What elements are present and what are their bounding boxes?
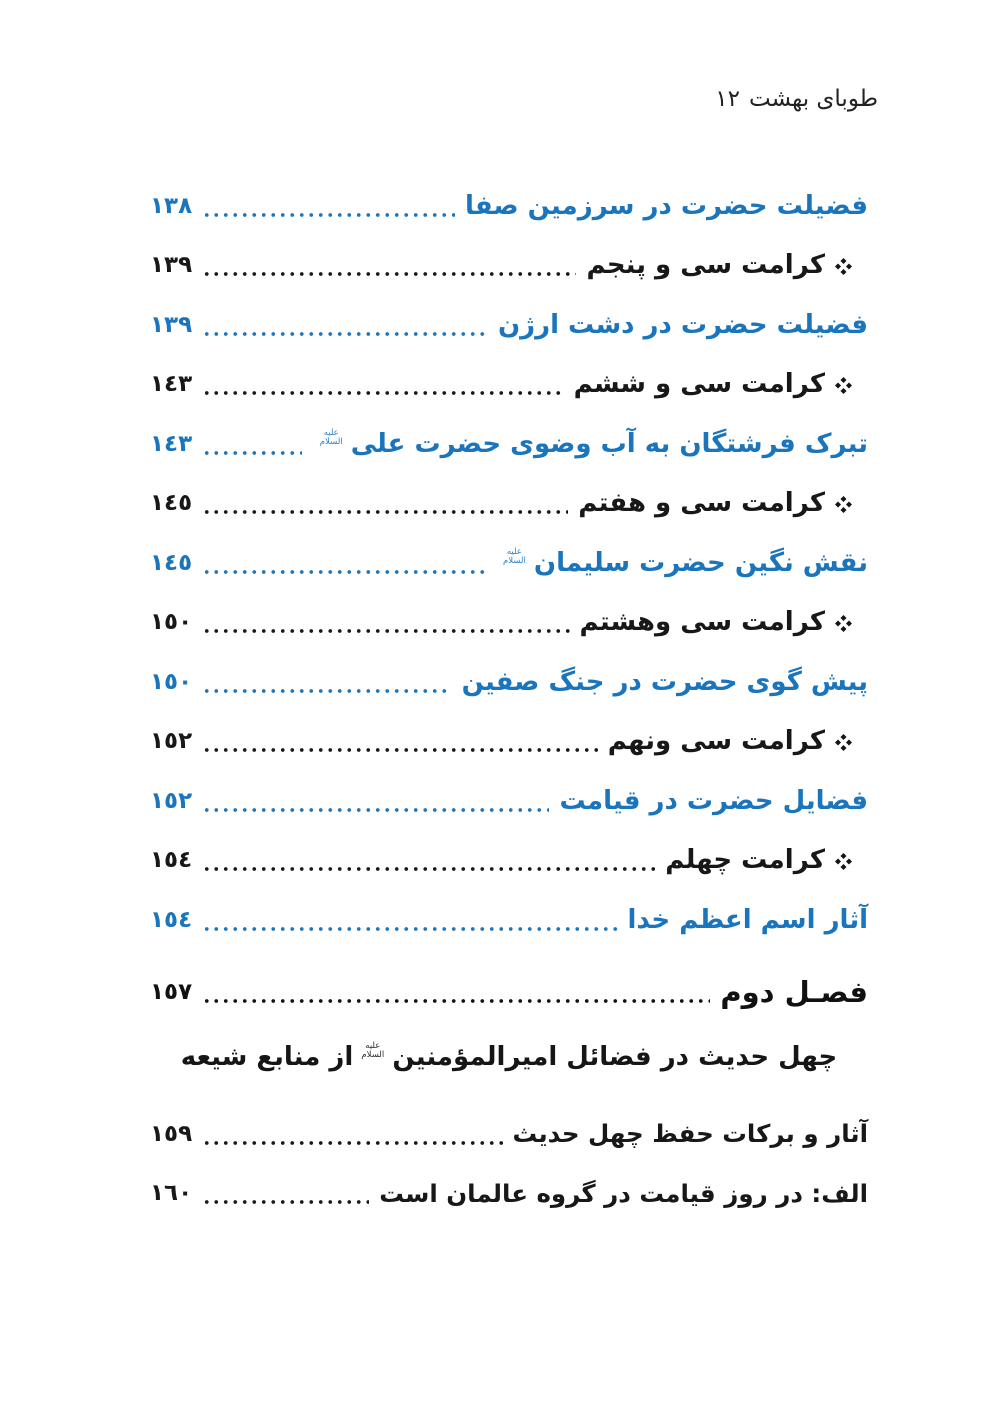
toc-entry-title: تبرک فرشتگان به آب وضوی حضرت علی [350, 428, 868, 459]
toc-row [150, 890, 868, 950]
dot-leader [202, 212, 455, 218]
dot-leader [202, 509, 568, 515]
toc-entry-title: آثار اسم اعظم خدا [627, 904, 868, 935]
dot-leader [202, 628, 569, 634]
four-diamond-ornament-icon [835, 615, 852, 632]
toc-row [150, 176, 868, 236]
toc-entry-title: فضایل حضرت در قیامت [559, 785, 868, 816]
toc-entry-title: کرامت سی و هفتم [578, 488, 825, 519]
toc-entry-page: ١٤٣ [150, 371, 193, 398]
honorific-alayhis-salam-stamp: عليه السلام [361, 1041, 385, 1060]
toc-row [150, 771, 868, 831]
dot-leader [202, 390, 563, 396]
toc-entry-page: ١٥٤ [150, 906, 193, 933]
dot-leader [202, 569, 485, 575]
toc-entry-page: ١٥٢ [150, 728, 193, 755]
toc-row-chapter [150, 963, 868, 1023]
dot-leader [202, 1140, 502, 1146]
toc-row [150, 593, 868, 653]
book-title: طوبای بهشت [748, 86, 878, 112]
toc-entry-title: الف: در روز قیامت در گروه عالمان است [379, 1178, 868, 1208]
dot-leader [202, 688, 451, 694]
toc-entry-title: پیش گوی حضرت در جنگ صفین [461, 666, 868, 697]
chapter-subtitle [150, 1026, 868, 1088]
dot-leader [202, 450, 302, 456]
toc-entry-page: ١٦٠ [150, 1180, 193, 1207]
toc-entry-title: کرامت سی وهشتم [579, 607, 825, 638]
dot-leader [202, 1199, 369, 1205]
toc-entry-page: ١٥٢ [150, 787, 193, 814]
toc-row [150, 236, 868, 296]
toc-entry-title: کرامت سی و ششم [573, 369, 825, 400]
toc-entry-page: ١٣٨ [150, 192, 193, 219]
dot-leader [202, 271, 576, 277]
toc-entry-page: ١٤٥ [150, 549, 193, 576]
toc-row [150, 831, 868, 891]
chapter-subtitle-text: چهل حدیث در فضائل امیرالمؤمنین [392, 1042, 838, 1072]
toc-row [150, 1164, 868, 1224]
four-diamond-ornament-icon [835, 496, 852, 513]
dot-leader [202, 331, 488, 337]
table-of-contents [150, 176, 868, 1223]
toc-entry-page: ١٥٠ [150, 668, 193, 695]
toc-entry-page: ١٥٩ [150, 1120, 193, 1147]
toc-row [150, 295, 868, 355]
toc-row [150, 533, 868, 593]
toc-entry-page: ١٣٩ [150, 311, 193, 338]
toc-entry-title: فضیلت حضرت در سرزمین صفا [465, 190, 868, 221]
dot-leader [202, 747, 598, 753]
running-head [715, 86, 878, 112]
chapter-title: فصـل دوم [720, 975, 868, 1010]
dot-leader [202, 866, 655, 872]
toc-entry-page: ١٣٩ [150, 252, 193, 279]
four-diamond-ornament-icon [835, 734, 852, 751]
honorific-alayhis-salam-stamp: عليه السلام [502, 546, 526, 566]
page-number: ١٢ [715, 86, 740, 112]
toc-entry-title: کرامت سی و پنجم [586, 250, 825, 281]
toc-entry-title: فضیلت حضرت در دشت ارژن [497, 309, 868, 340]
dot-leader [202, 807, 549, 813]
honorific-alayhis-salam-stamp: عليه السلام [319, 427, 343, 447]
toc-row [150, 474, 868, 534]
toc-row [150, 414, 868, 474]
toc-entry-page: ١٥٧ [150, 979, 193, 1006]
dot-leader [202, 998, 710, 1004]
four-diamond-ornament-icon [835, 377, 852, 394]
toc-row [150, 355, 868, 415]
toc-entry-page: ١٥٠ [150, 609, 193, 636]
toc-entry-page: ١٤٥ [150, 490, 193, 517]
toc-entry-title: کرامت سی ونهم [607, 726, 825, 757]
toc-entry-page: ١٤٣ [150, 430, 193, 457]
toc-entry-title: نقش نگین حضرت سلیمان [533, 547, 868, 578]
toc-row [150, 712, 868, 772]
four-diamond-ornament-icon [835, 258, 852, 275]
four-diamond-ornament-icon [835, 853, 852, 870]
toc-entry-title: کرامت چهلم [665, 845, 825, 876]
toc-entry-title: آثار و برکات حفظ چهل حدیث [512, 1119, 868, 1149]
dot-leader [202, 926, 617, 932]
chapter-subtitle-suffix: از منابع شیعه [180, 1042, 354, 1072]
toc-entry-page: ١٥٤ [150, 847, 193, 874]
toc-row [150, 652, 868, 712]
toc-row [150, 1104, 868, 1164]
